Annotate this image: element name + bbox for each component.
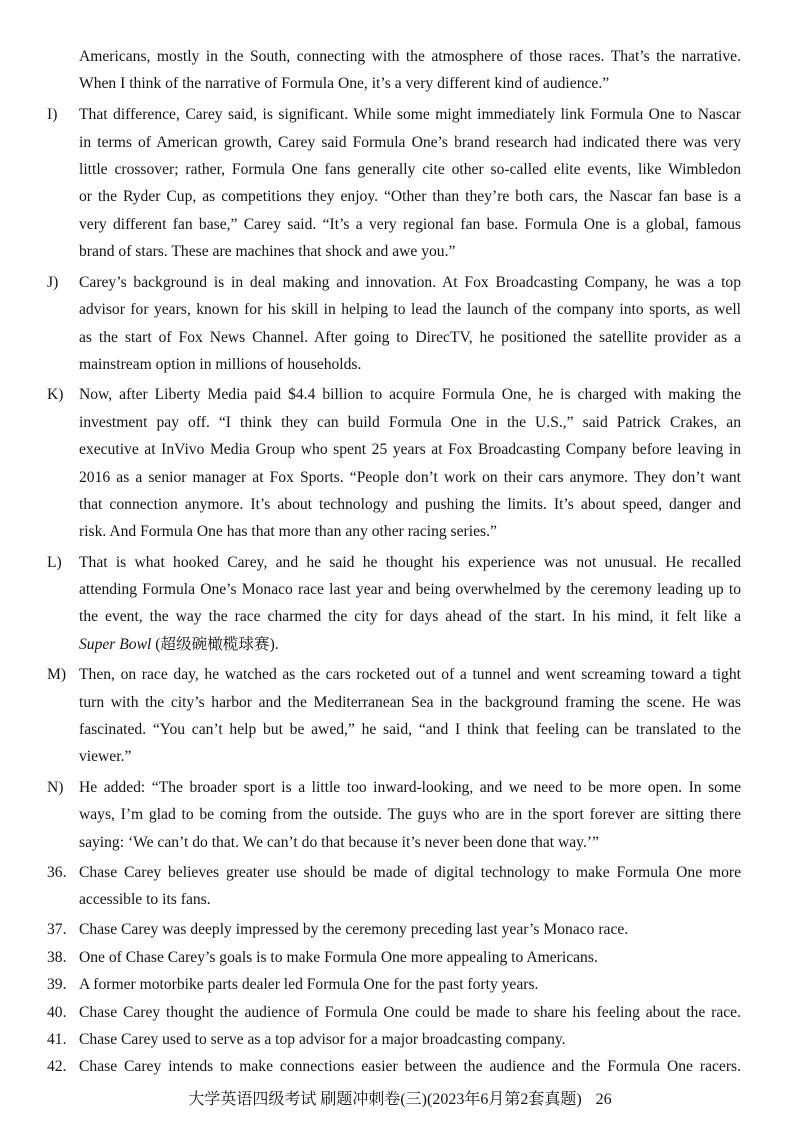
question-number: 42. (47, 1058, 67, 1075)
paragraph-label: K) (47, 386, 64, 403)
text-line: that connection anymore. It’s about technology and pushing the limits. It’s about speed, danger and (79, 496, 741, 513)
text-line: ways, I’m glad to be coming from the outside. The guys who are in the sport forever are sitting there (79, 806, 741, 823)
question-text: Chase Carey thought the audience of Formula One could be made to share his feeling about the race. (79, 1004, 741, 1021)
text-line: viewer.” (79, 748, 132, 765)
text-line: investment pay off. “I think they can build Formula One in the U.S.,” said Patrick Crakes, an (79, 414, 741, 431)
text-line: in terms of American growth, Carey said Formula One’s brand research had indicated there was very (79, 134, 741, 151)
text-line: He added: “The broader sport is a little too inward-looking, and we need to be more open. In some (79, 779, 741, 796)
text-line: turn with the city’s harbor and the Mediterranean Sea in the background framing the scene. He was (79, 694, 741, 711)
text-line (79, 635, 741, 655)
text-line: Then, on race day, he watched as the cars rocketed out of a tunnel and went screaming toward a tight (79, 666, 741, 683)
text-fragment: (超级碗橄榄球赛). (151, 636, 279, 653)
question-number: 36. (47, 864, 67, 881)
text-line: executive at InVivo Media Group who spent 25 years at Fox Broadcasting Company before leaving in (79, 441, 741, 458)
text-line: Now, after Liberty Media paid $4.4 billion to acquire Formula One, he is charged with making the (79, 386, 741, 403)
text-line: saying: ‘We can’t do that. We can’t do that because it’s never been done that way.’” (79, 834, 599, 851)
question-text: accessible to its fans. (79, 891, 211, 908)
text-line: Carey’s background is in deal making and innovation. At Fox Broadcasting Company, he was a top (79, 274, 741, 291)
text-line: or the Ryder Cup, as competitions they enjoy. “Other than they’re both cars, the Nascar fan base is a (79, 188, 741, 205)
text-line: attending Formula One’s Monaco race last year and being overwhelmed by the ceremony leading up to (79, 581, 741, 598)
paragraph-label: J) (47, 274, 59, 291)
question-text: Chase Carey was deeply impressed by the ceremony preceding last year’s Monaco race. (79, 921, 629, 938)
text-line: advisor for years, known for his skill in helping to lead the launch of the company into sports, as well (79, 301, 741, 318)
question-text: Chase Carey intends to make connections easier between the audience and the Formula One racers. (79, 1058, 741, 1075)
paragraph-label: L) (47, 554, 62, 571)
italic-term: Super Bowl (79, 636, 152, 653)
question-number: 41. (47, 1031, 67, 1048)
text-line: 2016 as a senior manager at Fox Sports. “People don’t work on their cars anymore. They don’t want (79, 469, 741, 486)
text-line: as the start of Fox News Channel. After going to DirecTV, he positioned the satellite provider as a (79, 329, 741, 346)
text-line: Americans, mostly in the South, connecting with the atmosphere of those races. That’s the narrative. (79, 48, 741, 65)
question-text: One of Chase Carey’s goals is to make Formula One more appealing to Americans. (79, 949, 598, 966)
paragraph-label: N) (47, 779, 64, 796)
question-text: A former motorbike parts dealer led Formula One for the past forty years. (79, 976, 539, 993)
text-line: fascinated. “You can’t help but be awed,” he said, “and I think that feeling can be translated to the (79, 721, 741, 738)
text-line: That is what hooked Carey, and he said he thought his experience was not unusual. He recalled (79, 554, 741, 571)
text-line: very different fan base,” Carey said. “It’s a very regional fan base. Formula One is a global, famous (79, 216, 741, 233)
text-line: mainstream option in millions of households. (79, 356, 362, 373)
question-number: 39. (47, 976, 67, 993)
question-number: 40. (47, 1004, 67, 1021)
footer-title: 大学英语四级考试 刷题冲刺卷(三)(2023年6月第2套真题) (188, 1091, 582, 1108)
question-text: Chase Carey used to serve as a top advisor for a major broadcasting company. (79, 1031, 566, 1048)
paragraph-label: I) (47, 106, 58, 123)
page-footer (0, 1090, 800, 1110)
question-number: 37. (47, 921, 67, 938)
paragraph-label: M) (47, 666, 67, 683)
text-line: When I think of the narrative of Formula One, it’s a very different kind of audience.” (79, 75, 610, 92)
text-line: little crossover; rather, Formula One fans generally cite other so-called elite events, like Wimbledon (79, 161, 741, 178)
question-text: Chase Carey believes greater use should be made of digital technology to make Formula One more (79, 864, 741, 881)
text-line: brand of stars. These are machines that shock and awe you.” (79, 243, 456, 260)
text-line: That difference, Carey said, is significant. While some might immediately link Formula One to Nascar (79, 106, 741, 123)
page-number: 26 (595, 1091, 612, 1108)
text-line: risk. And Formula One has that more than any other racing series.” (79, 523, 497, 540)
question-number: 38. (47, 949, 67, 966)
text-line: the event, the way the race charmed the city for days ahead of the start. In his mind, it felt like a (79, 608, 741, 625)
